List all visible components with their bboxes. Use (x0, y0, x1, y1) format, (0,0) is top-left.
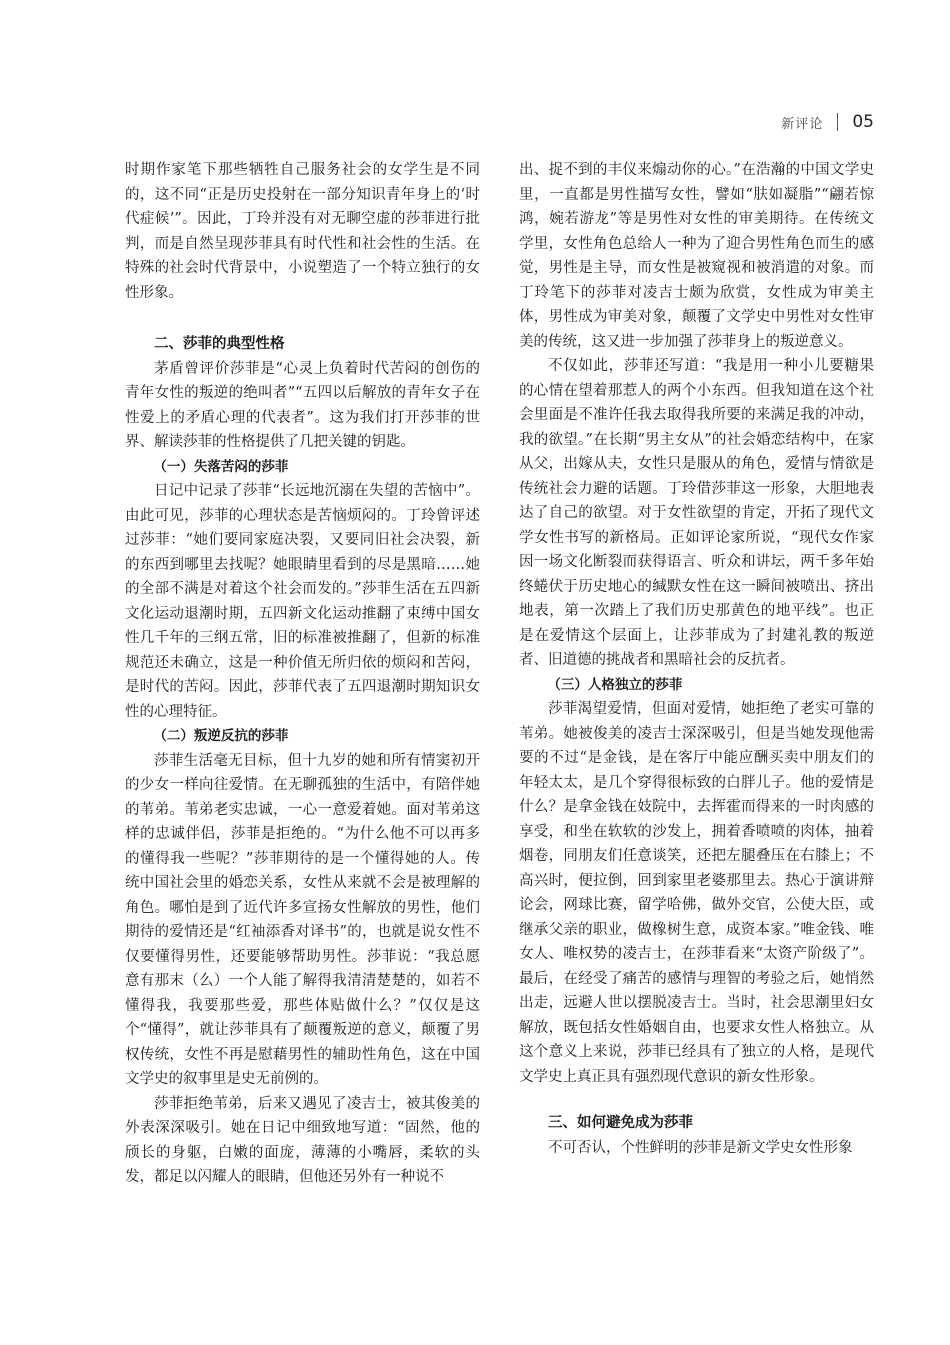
subheading-3: （三）人格独立的莎菲 (547, 676, 683, 693)
subheading-1: （一）失落苦闷的莎菲 (153, 458, 289, 475)
page-header (781, 112, 874, 132)
right-column (519, 158, 874, 1160)
paragraph-maodun: 茅盾曾评价莎菲是“心灵上负着时代苦闷的创伤的青年女性的叛逆的绝叫者”“五四以后解放的青年女子在性爱上的矛盾心理的代表者”。这为我们打开莎菲的世界、解读莎菲的性格提供了几把关键的钥匙。 (125, 360, 480, 450)
paragraph-independent: 莎菲渴望爱情，但面对爱情，她拒绝了老实可靠的苇弟。她被俊美的凌吉士深深吸引，但是当她发现他需要的不过“是金钱，是在客厅中能应酬买卖中朋友们的年轻太太，是几个穿得很标致的白胖儿子。他的爱情是什么？是拿金钱在妓院中，去挥霍而得来的一时肉感的享受，和坐在软软的沙发上，拥着香喷喷的肉体，抽着烟卷，同朋友们任意谈笑，还把左腿叠压在右膝上；不高兴时，便拉倒，回到家里老婆那里去。热心于演讲辩论会，网球比赛，留学哈佛，做外交官，公使大臣，或继承父亲的职业，做橡树生意，成资本家。”唯金钱、唯女人、唯权势的凌吉士，在莎菲看来“太资产阶级了”。最后，在经受了痛苦的感情与理智的考验之后，她悄然出走，远避人世以摆脱凌吉士。当时，社会思潮里妇女解放，既包括女性婚姻自由，也要求女性人格独立。从这个意义上来说，莎菲已经具有了独立的人格，是现代文学史上真正具有强烈现代意识的新女性形象。 (519, 701, 874, 1085)
paragraph-intro: 时期作家笔下那些牺牲自己服务社会的女学生是不同的，这不同“正是历史投射在一部分知识青年身上的‘时代症候’”。因此，丁玲并没有对无聊空虚的莎菲进行批判，而是自然呈现莎菲具有时代性和社会性的生活。在特殊的社会时代背景中，小说塑造了一个特立独行的女性形象。 (125, 162, 480, 301)
header-divider (837, 113, 838, 131)
paragraph-last: 不可否认，个性鲜明的莎菲是新文学史女性形象 (548, 1139, 853, 1156)
section-name: 新评论 (781, 116, 824, 132)
left-column (125, 158, 480, 1190)
paragraph-desire: 不仅如此，莎菲还写道：“我是用一种小儿要糖果的心情在望着那惹人的两个小东西。但我知道在这个社会里面是不准许任我去取得我所要的来满足我的冲动，我的欲望。”在长期“男主女从”的社会婚恋结构中，在家从父，出嫁从夫，女性只是服从的角色，爱情与情欲是传统社会力避的话题。丁玲借莎菲这一形象，大胆地表达了自己的欲望。对于女性欲望的肯定，开拓了现代文学女性书写的新格局。正如评论家所说，“现代女作家因一场文化断裂而获得语言、听众和讲坛，两千多年始终蜷伏于历史地心的缄默女性在这一瞬间被喷出、挤出地表，第一次踏上了我们历史那黄色的地平线”。也正是在爱情这个层面上，让莎菲成为了封建礼教的叛逆者、旧道德的挑战者和黑暗社会的反抗者。 (519, 358, 874, 668)
paragraph-lingjishi: 莎菲拒绝苇弟，后来又遇见了凌吉士，被其俊美的外表深深吸引。她在日记中细致地写道：“固然，他的颀长的身躯，白嫩的面庞，薄薄的小嘴唇，柔软的头发，都足以闪耀人的眼睛，但他还另外有一种说不 (125, 1095, 480, 1185)
paragraph-rebel: 莎菲生活毫无目标，但十九岁的她和所有情窦初开的少女一样向往爱情。在无聊孤独的生活中，有陪伴她的苇弟。苇弟老实忠诚，一心一意爱着她。面对苇弟这样的忠诚伴侣，莎菲是拒绝的。“为什么他不可以再多的懂得我一些呢？”莎菲期待的是一个懂得她的人。传统中国社会里的婚恋关系，女性从来就不会是被理解的角色。哪怕是到了近代许多宣扬女性解放的男性，他们期待的爱情还是“红袖添香对译书”的，也就是说女性不仅要懂得男性，还要能够帮助男性。莎菲说：“我总愿意有那末（么）一个人能了解得我清清楚楚的，如若不懂得我，我要那些爱，那些体贴做什么？”仅仅是这个“懂得”，就让莎菲具有了颠覆叛逆的意义，颠覆了男权传统，女性不再是慰藉男性的辅助性角色，这在中国文学史的叙事里是史无前例的。 (125, 752, 480, 1087)
paragraph-continue: 出、捉不到的丰仪来煽动你的心。”在浩瀚的中国文学史里，一直都是男性描写女性，譬如“肤如凝脂”“翩若惊鸿，婉若游龙”等是男性对女性的审美期待。在传统文学里，女性角色总给人一种为了迎合男性角色而生的感觉，男性是主导，而女性是被窥视和被消遣的对象。而丁玲笔下的莎菲对凌吉士颇为欣赏，女性成为审美主体，男性成为审美对象，颠覆了文学史中男性对女性审美的传统，这又进一步加强了莎菲身上的叛逆意义。 (519, 162, 874, 350)
section-heading-2: 二、莎菲的典型性格 (154, 336, 285, 352)
paragraph-diary: 日记中记录了莎菲“长远地沉溺在失望的苦恼中”。由此可见，莎菲的心理状态是苦恼烦闷的。丁玲曾评述过莎菲：“她们要同家庭决裂，又要同旧社会决裂，新的东西到哪里去找呢？她眼睛里看到的尽是黑暗……她的全部不满是对着这个社会而发的。”莎菲生活在五四新文化运动退潮时期，五四新文化运动推翻了束缚中国女性几千年的三纲五常，旧的标准被推翻了，但新的标准规范还未确立，这是一种价值无所归依的烦闷和苦闷，是时代的苦闷。因此，莎菲代表了五四退潮时期知识女性的心理特征。 (125, 483, 480, 720)
subheading-2: （二）叛逆反抗的莎菲 (153, 728, 289, 744)
page-number: 05 (852, 112, 874, 132)
section-heading-3: 三、如何避免成为莎菲 (548, 1115, 693, 1131)
